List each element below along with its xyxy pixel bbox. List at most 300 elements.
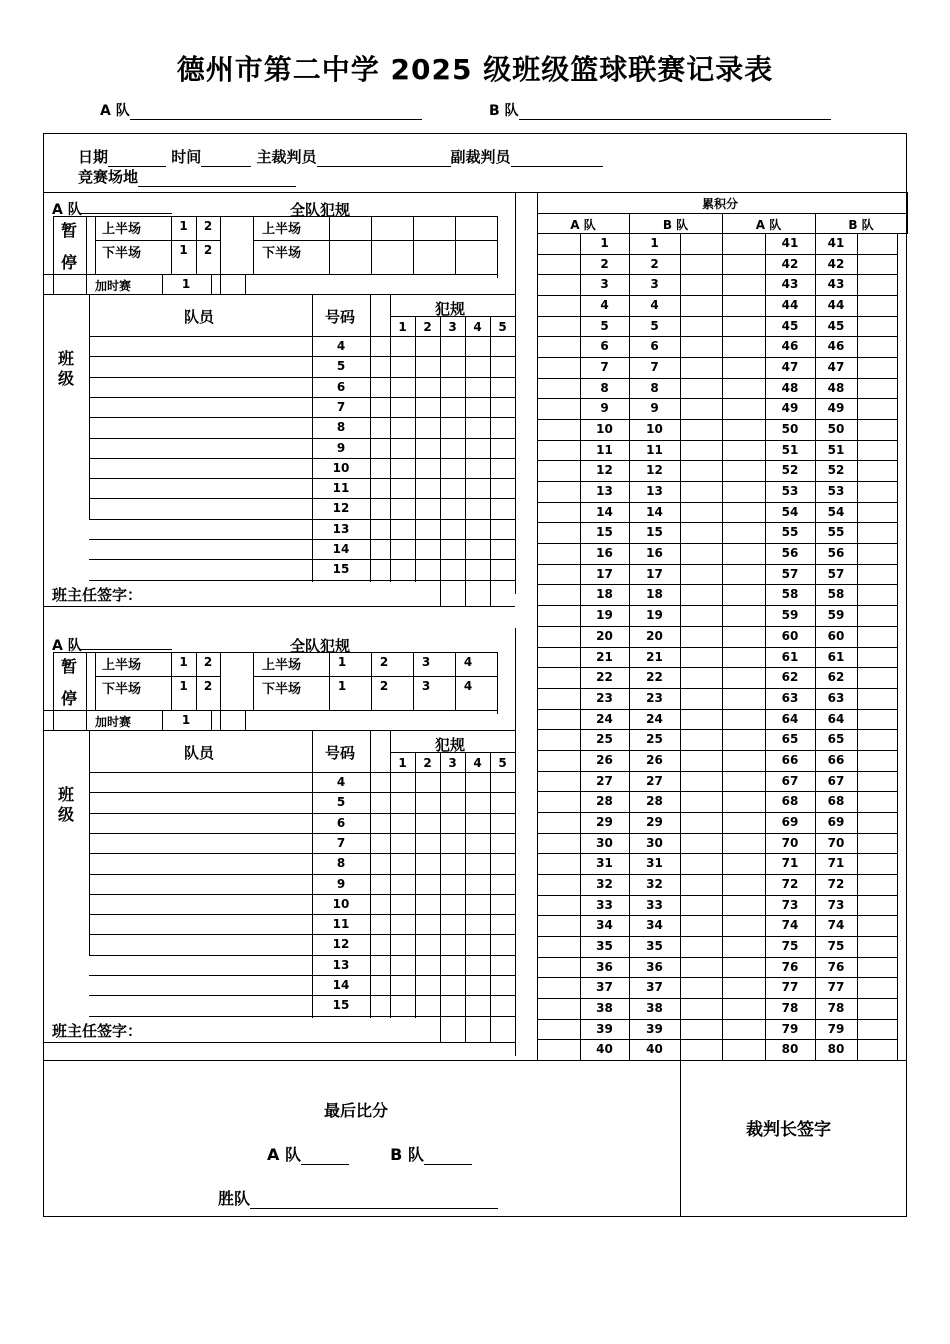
grid-line: [722, 213, 723, 233]
score-row[interactable]: [537, 791, 897, 812]
score-b-point: 9: [650, 401, 659, 416]
foul-col-header: 1: [398, 756, 407, 770]
grid-line: [815, 233, 816, 1060]
score-b-point: 75: [827, 938, 845, 953]
grid-line: [390, 316, 515, 317]
score-b-point: 45: [827, 318, 845, 333]
grid-line: [86, 710, 87, 730]
final-team-a-score[interactable]: [301, 1148, 349, 1165]
teacher-signature-label: 班主任签字：: [52, 585, 143, 604]
score-a-point: 66: [781, 752, 799, 767]
number-header: 号码: [325, 744, 356, 762]
score-a-point: 45: [781, 318, 799, 333]
score-b-point: 6: [650, 339, 659, 354]
score-b-point: 22: [646, 670, 663, 685]
grid-line: [220, 652, 221, 730]
score-a-point: 17: [596, 566, 613, 581]
score-b-point: 58: [827, 587, 845, 602]
score-b-point: 40: [646, 1042, 663, 1057]
grid-line: [43, 710, 497, 711]
teacher-signature-label: 班主任签字：: [52, 1021, 143, 1040]
player-row[interactable]: [89, 478, 515, 498]
score-b-point: 31: [646, 856, 663, 871]
score-row[interactable]: [537, 398, 897, 419]
date-label: 日期: [78, 148, 109, 166]
timeout-num: 2: [203, 243, 213, 257]
second-half-label: 下半场: [102, 246, 142, 261]
grid-line: [95, 676, 220, 677]
score-a-point: 2: [600, 256, 609, 271]
score-b-point: 57: [827, 566, 845, 581]
score-row[interactable]: [537, 957, 897, 978]
score-b-point: 8: [650, 380, 659, 395]
score-a-point: 13: [596, 484, 613, 499]
score-a-point: 62: [781, 670, 799, 685]
player-number: 14: [332, 978, 350, 992]
player-number: 13: [332, 521, 350, 536]
grid-line: [211, 710, 212, 730]
score-row[interactable]: [537, 1019, 897, 1040]
time-field[interactable]: [201, 150, 251, 167]
score-row[interactable]: [537, 688, 897, 709]
score-a-point: 22: [596, 670, 613, 685]
chief-referee-label: 主裁判员: [256, 148, 317, 166]
player-number: 4: [336, 339, 346, 353]
player-row[interactable]: [89, 377, 515, 397]
grid-line: [490, 1016, 491, 1042]
score-a-point: 31: [596, 856, 613, 871]
score-b-point: 23: [646, 690, 663, 705]
player-number: 5: [336, 359, 346, 374]
grid-line: [86, 274, 87, 294]
score-row[interactable]: [537, 647, 897, 668]
player-row[interactable]: [89, 772, 515, 792]
score-b-point: 38: [646, 1000, 663, 1015]
score-b-point: 47: [827, 360, 845, 375]
final-team-b-label: B 队: [390, 1145, 424, 1164]
score-a-point: 20: [596, 628, 613, 643]
score-title: 累积分: [701, 197, 738, 211]
winner-field[interactable]: [250, 1192, 498, 1209]
score-b-point: 34: [646, 918, 663, 933]
score-a-point: 37: [596, 980, 613, 995]
score-row[interactable]: [537, 543, 897, 564]
score-row[interactable]: [537, 233, 897, 254]
score-a-point: 28: [596, 794, 613, 809]
score-row[interactable]: [537, 750, 897, 771]
final-divider: [43, 1060, 907, 1061]
score-a-point: 59: [781, 608, 799, 623]
player-number: 11: [332, 481, 350, 496]
player-row[interactable]: [89, 934, 515, 954]
score-row[interactable]: [537, 357, 897, 378]
fouls-header: 犯规: [435, 736, 466, 754]
score-row[interactable]: [537, 522, 897, 543]
score-a-point: 76: [781, 959, 799, 974]
player-number: 12: [332, 937, 350, 952]
score-row[interactable]: [537, 729, 897, 750]
player-row[interactable]: [89, 519, 515, 539]
assistant-referee-field[interactable]: [511, 150, 603, 167]
score-row[interactable]: [537, 295, 897, 316]
score-row[interactable]: [537, 853, 897, 874]
grid-line: [43, 606, 515, 607]
score-b-point: 36: [646, 959, 663, 974]
score-b-point: 61: [827, 649, 845, 664]
timeout-num: 1: [179, 655, 188, 669]
score-row[interactable]: [537, 584, 897, 605]
score-b-point: 71: [827, 856, 845, 871]
player-row[interactable]: [89, 833, 515, 853]
score-row[interactable]: [537, 977, 897, 998]
page-title: 德州市第二中学 2025 级班级篮球联赛记录表: [176, 53, 774, 86]
score-b-point: 10: [646, 422, 663, 437]
score-a-point: 9: [600, 401, 609, 416]
score-a-point: 41: [781, 236, 799, 250]
grid-line: [86, 652, 87, 710]
grid-line: [162, 274, 163, 294]
score-b-point: 41: [827, 236, 845, 250]
grid-line: [95, 216, 96, 274]
score-b-point: 79: [827, 1021, 845, 1036]
score-b-point: 5: [650, 318, 659, 333]
foul-col-header: 2: [423, 756, 432, 770]
team-a-label: A 队: [100, 103, 130, 119]
score-b-point: 11: [646, 442, 663, 457]
score-a-point: 46: [781, 339, 799, 354]
score-b-point: 42: [827, 256, 845, 271]
final-team-a-label: A 队: [267, 1145, 301, 1164]
score-a-point: 27: [596, 773, 613, 788]
grid-line: [89, 1016, 515, 1017]
final-score-title: 最后比分: [324, 1101, 389, 1120]
grid-line: [629, 213, 630, 233]
first-half-label: 上半场: [102, 658, 142, 673]
score-b-point: 3: [650, 277, 659, 292]
player-number: 7: [336, 399, 346, 414]
team-label: A 队: [52, 638, 82, 654]
score-b-point: 21: [646, 649, 663, 664]
number-header: 号码: [325, 308, 356, 326]
team-name-underline[interactable]: [80, 649, 172, 650]
score-row[interactable]: [537, 915, 897, 936]
score-row[interactable]: [537, 626, 897, 647]
class-label-bottom: 级: [58, 805, 75, 824]
score-a-point: 74: [781, 918, 799, 933]
score-row[interactable]: [537, 481, 897, 502]
score-b-point: 29: [646, 814, 663, 829]
foul-col-header: 3: [448, 320, 457, 334]
score-a-point: 79: [781, 1021, 799, 1036]
score-a-point: 49: [781, 401, 799, 416]
score-b-point: 32: [646, 876, 663, 891]
score-b-point: 28: [646, 794, 663, 809]
score-b-point: 37: [646, 980, 663, 995]
team-b-field[interactable]: [519, 103, 831, 120]
score-b-point: 39: [646, 1021, 663, 1036]
score-row[interactable]: [537, 874, 897, 895]
foul-col-header: 5: [498, 756, 507, 770]
score-a-point: 70: [781, 835, 799, 850]
score-a-point: 11: [596, 442, 613, 457]
player-row[interactable]: [89, 356, 515, 376]
player-row[interactable]: [89, 539, 515, 559]
player-row[interactable]: [89, 975, 515, 995]
score-b-point: 2: [650, 256, 659, 271]
player-header: 队员: [184, 744, 215, 762]
score-b-point: 59: [827, 608, 845, 623]
team-a-field[interactable]: [130, 103, 422, 120]
player-number: 6: [336, 379, 346, 394]
player-number: 15: [332, 562, 350, 577]
timeout-label-top: 暂: [61, 657, 78, 676]
player-number: 11: [332, 917, 350, 932]
score-a-point: 7: [600, 360, 609, 375]
foul-col-header: 5: [498, 320, 507, 334]
score-b-point: 18: [646, 587, 663, 602]
player-row[interactable]: [89, 894, 515, 914]
score-row[interactable]: [537, 771, 897, 792]
score-a-point: 12: [596, 463, 613, 478]
score-row[interactable]: [537, 709, 897, 730]
player-row[interactable]: [89, 397, 515, 417]
score-b-point: 74: [827, 918, 845, 933]
venue-field[interactable]: [138, 170, 296, 187]
venue-label: 竞赛场地: [78, 168, 139, 186]
score-row[interactable]: [537, 936, 897, 957]
score-b-point: 68: [827, 794, 845, 809]
score-row[interactable]: [537, 419, 897, 440]
timeout-num: 2: [203, 655, 213, 669]
score-a-point: 65: [781, 732, 799, 747]
score-b-point: 53: [827, 484, 845, 499]
grid-line: [53, 216, 54, 294]
player-number: 9: [336, 440, 346, 455]
team-fouls-second-half: 下半场: [262, 682, 302, 697]
score-a-point: 19: [596, 608, 613, 623]
grid-line: [765, 233, 766, 1060]
player-row[interactable]: [89, 813, 515, 833]
player-row[interactable]: [89, 914, 515, 934]
final-score-line: [267, 1142, 472, 1165]
team-a-line: [100, 100, 422, 120]
score-b-point: 13: [646, 484, 663, 499]
score-row[interactable]: [537, 460, 897, 481]
grid-line: [211, 274, 212, 294]
score-b-point: 48: [827, 380, 845, 395]
score-a-point: 63: [781, 690, 799, 705]
score-a-point: 51: [781, 442, 799, 457]
score-b-point: 66: [827, 752, 845, 767]
player-number: 4: [336, 775, 346, 789]
player-row[interactable]: [89, 995, 515, 1015]
date-field[interactable]: [108, 150, 166, 167]
grid-line: [815, 213, 816, 233]
score-a-point: 25: [596, 732, 613, 747]
score-a-point: 1: [600, 236, 609, 250]
chief-referee-field[interactable]: [317, 150, 451, 167]
grid-line: [629, 233, 630, 1060]
timeout-area-right: [497, 652, 498, 714]
score-a-point: 57: [781, 566, 799, 581]
player-row[interactable]: [89, 438, 515, 458]
grid-line: [43, 274, 497, 275]
score-col-header: A 队: [570, 218, 596, 232]
score-a-point: 53: [781, 484, 799, 499]
grid-line: [253, 652, 254, 710]
grid-line: [580, 233, 581, 1060]
player-row[interactable]: [89, 336, 515, 356]
player-row[interactable]: [89, 498, 515, 518]
player-number: 5: [336, 795, 346, 810]
team-foul-num: 2: [379, 679, 389, 693]
player-number: 14: [332, 542, 350, 556]
grid-line: [455, 216, 456, 274]
timeout-label-top: 暂: [61, 221, 78, 240]
score-row[interactable]: [537, 254, 897, 275]
overtime-num: 1: [181, 277, 191, 291]
player-row[interactable]: [89, 559, 515, 579]
score-a-point: 52: [781, 463, 799, 478]
score-b-point: 52: [827, 463, 845, 478]
score-b-point: 55: [827, 525, 845, 540]
score-a-point: 42: [781, 256, 799, 271]
grid-line: [245, 274, 246, 294]
overtime-num: 1: [181, 713, 191, 727]
grid-line: [95, 240, 220, 241]
grid-line: [390, 752, 515, 753]
score-a-point: 15: [596, 525, 613, 540]
score-b-point: 43: [827, 277, 845, 292]
score-b-point: 44: [827, 298, 845, 313]
score-row[interactable]: [537, 378, 897, 399]
winner-label: 胜队: [218, 1189, 251, 1208]
score-b-point: 50: [827, 422, 845, 437]
score-a-point: 14: [596, 504, 613, 519]
score-row[interactable]: [537, 440, 897, 461]
score-row[interactable]: [537, 502, 897, 523]
score-a-point: 61: [781, 649, 799, 664]
winner-line: [218, 1186, 498, 1209]
player-row[interactable]: [89, 792, 515, 812]
grid-line: [490, 580, 491, 606]
timeout-num: 1: [179, 679, 188, 693]
score-b-point: 26: [646, 752, 663, 767]
score-a-point: 23: [596, 690, 613, 705]
player-row[interactable]: [89, 955, 515, 975]
timeout-num: 2: [203, 679, 213, 693]
score-a-point: 58: [781, 587, 799, 602]
player-row[interactable]: [89, 458, 515, 478]
first-half-label: 上半场: [102, 222, 142, 237]
score-b-point: 62: [827, 670, 845, 685]
score-row[interactable]: [537, 564, 897, 585]
score-a-point: 40: [596, 1042, 613, 1057]
grid-line: [897, 233, 898, 1060]
score-a-point: 24: [596, 711, 613, 726]
chief-signature-label: 裁判长签字: [746, 1120, 831, 1140]
score-row[interactable]: [537, 998, 897, 1019]
score-row[interactable]: [537, 605, 897, 626]
score-row[interactable]: [537, 316, 897, 337]
score-b-point: 15: [646, 525, 663, 540]
score-row[interactable]: [537, 833, 897, 854]
score-row[interactable]: [537, 667, 897, 688]
score-row[interactable]: [537, 812, 897, 833]
score-b-point: 76: [827, 959, 845, 974]
score-b-point: 20: [646, 628, 663, 643]
grid-line: [371, 216, 372, 274]
score-b-point: 73: [827, 897, 845, 912]
player-number: 7: [336, 835, 346, 850]
team-fouls-second-half: 下半场: [262, 246, 302, 261]
grid-line: [53, 652, 54, 730]
score-b-point: 72: [827, 876, 845, 891]
score-a-point: 36: [596, 959, 613, 974]
team-name-underline[interactable]: [80, 213, 172, 214]
score-b-point: 64: [827, 711, 845, 726]
grid-line: [253, 676, 497, 677]
score-a-point: 78: [781, 1000, 799, 1015]
team-column-boundary: [515, 192, 516, 594]
team-foul-num: 3: [421, 679, 431, 693]
score-b-point: 49: [827, 401, 845, 416]
team-foul-num: 4: [463, 679, 473, 693]
score-a-point: 72: [781, 876, 799, 891]
score-b-point: 78: [827, 1000, 845, 1015]
score-b-point: 46: [827, 339, 845, 354]
grid-line: [89, 580, 515, 581]
grid-line: [413, 216, 414, 274]
score-row[interactable]: [537, 1039, 897, 1060]
fouls-header: 犯规: [435, 300, 466, 318]
timeout-num: 2: [203, 219, 213, 233]
score-a-point: 64: [781, 711, 799, 726]
score-row[interactable]: [537, 336, 897, 357]
timeout-num: 1: [179, 219, 188, 233]
score-row[interactable]: [537, 895, 897, 916]
score-a-point: 55: [781, 525, 799, 540]
score-a-point: 75: [781, 938, 799, 953]
team-b-line: [489, 100, 831, 120]
player-row[interactable]: [89, 417, 515, 437]
timeout-label-bottom: 停: [61, 253, 78, 272]
player-number: 8: [336, 420, 346, 435]
score-a-point: 73: [781, 897, 799, 912]
score-b-point: 25: [646, 732, 663, 747]
player-row[interactable]: [89, 853, 515, 873]
player-number: 6: [336, 815, 346, 830]
score-b-point: 77: [827, 980, 845, 995]
score-b-point: 19: [646, 608, 663, 623]
grid-line: [220, 216, 221, 294]
score-a-point: 30: [596, 835, 613, 850]
final-team-b-score[interactable]: [424, 1148, 472, 1165]
score-a-point: 43: [781, 277, 799, 292]
score-a-point: 26: [596, 752, 613, 767]
score-b-point: 56: [827, 546, 845, 561]
score-row[interactable]: [537, 274, 897, 295]
score-b-point: 60: [827, 628, 845, 643]
class-label-top: 班: [58, 785, 75, 804]
grid-line: [465, 1016, 466, 1042]
player-header: 队员: [184, 308, 215, 326]
score-a-point: 4: [600, 298, 609, 313]
player-row[interactable]: [89, 874, 515, 894]
score-a-point: 29: [596, 814, 613, 829]
score-a-point: 32: [596, 876, 613, 891]
info-row-1: [78, 146, 603, 167]
